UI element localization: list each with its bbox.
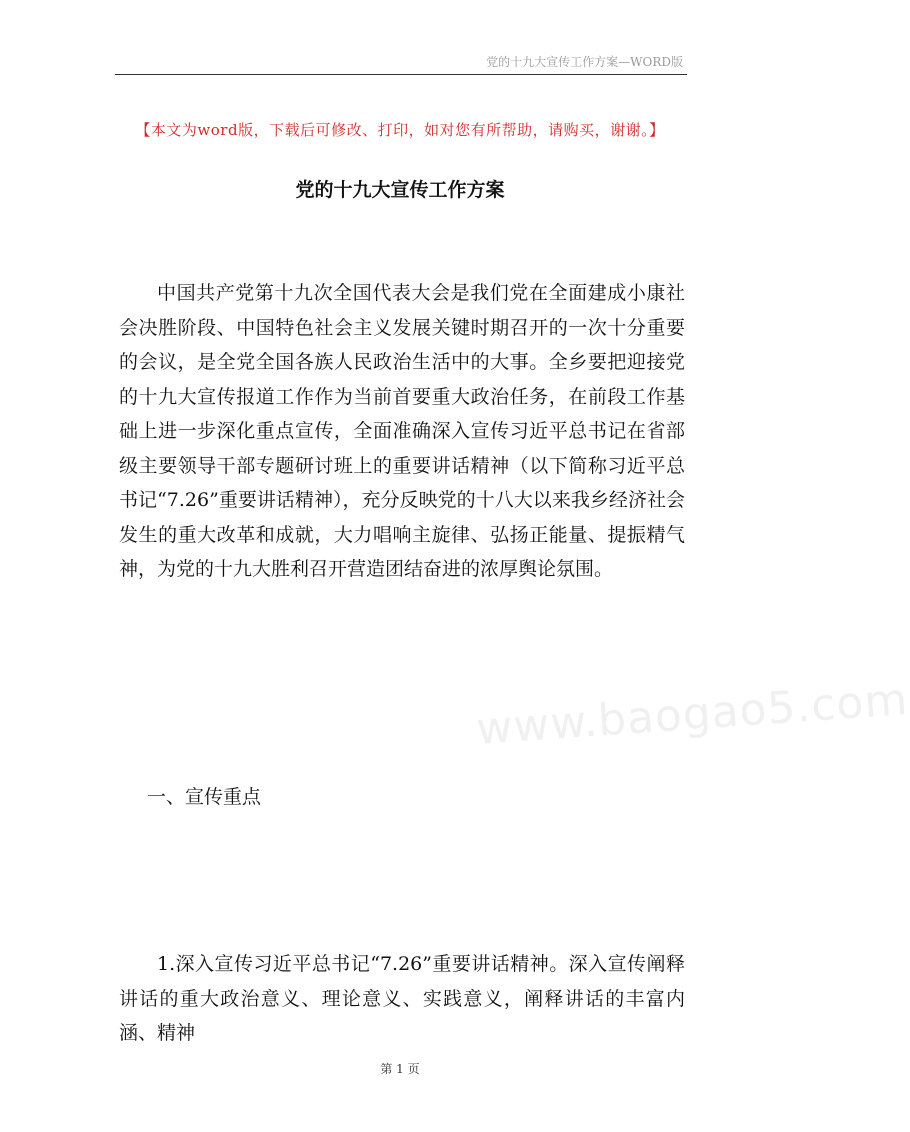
watermark: www.baogao5.com xyxy=(474,673,910,756)
section-heading: 一、宣传重点 xyxy=(147,786,262,808)
header-divider xyxy=(115,74,687,75)
item-paragraph: 1.深入宣传习近平总书记“7.26”重要讲话精神。深入宣传阐释讲话的重大政治意义、理论意义、实践意义，阐释讲话的丰富内涵、精神 xyxy=(119,953,685,1044)
intro-paragraph: 中国共产党第十九次全国代表大会是我们党在全面建成小康社会决胜阶段、中国特色社会主义发展关键时期召开的一次十分重要的会议，是全党全国各族人民政治生活中的大事。全乡要把迎接党的十九大宣传报道工作作为当前首要重大政治任务，在前段工作基础上进一步深化重点宣传，全面准确深入宣传习近平总书记在省部级主要领导干部专题研讨班上的重要讲话精神（以下简称习近平总书记“7.26”重要讲话精神），充分反映党的十八大以来我乡经济社会发生的重大改革和成就，大力唱响主旋律、弘扬正能量、提振精气神，为党的十九大胜利召开营造团结奋进的浓厚舆论氛围。 xyxy=(119,282,685,580)
purchase-notice: 【本文为word版，下载后可修改、打印，如对您有所帮助，请购买，谢谢。】 xyxy=(135,121,665,139)
running-header: 党的十九大宣传工作方案—WORD版 xyxy=(486,55,683,69)
page-number: 第 1 页 xyxy=(380,1062,420,1076)
document-title: 党的十九大宣传工作方案 xyxy=(295,179,505,201)
